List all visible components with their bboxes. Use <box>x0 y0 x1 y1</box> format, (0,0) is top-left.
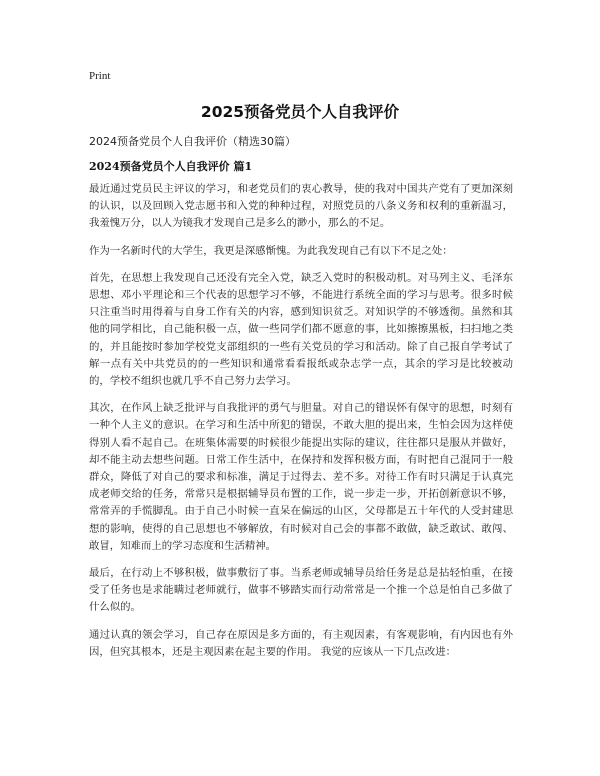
paragraph: 通过认真的领会学习，自己存在原因是多方面的，有主观因素，有客观影响，有内因也有外因，但究其根本，还是主观因素在起主要的作用。 我觉的应该从一下几点改进： <box>89 628 513 658</box>
section-heading: 2024预备党员个人自我评价 篇1 <box>89 160 253 173</box>
document-title: 2025预备党员个人自我评价 <box>200 103 400 121</box>
paragraph: 首先，在思想上我发现自己还没有完全入党，缺乏入党时的积极动机。对马列主义、毛泽东思想、邓小平理论和三个代表的思想学习不够，不能进行系统全面的学习与思考。很多时候只注重当时用得着与自身工作有关的内容，感到知识贫乏。对知识学的不够透彻。虽然和其他的同学相比，自己能积极一点，做一些同学们都不愿意的事，比如擦擦黑板，扫扫地之类的，并且能按时参加学校党支部组织的一些有关党员的学习和活动。除了自己报自学考试了解一点有关中共党员的的一些知识和通常看看报纸或杂志学一点，其余的学习是比较被动的，学校不组织也就几乎不自己努力去学习。 <box>89 271 513 388</box>
paragraph: 最近通过党员民主评议的学习，和老党员们的衷心教导，使的我对中国共产党有了更加深刻的认识，以及回顾入党志愿书和入党的种种过程，对照党员的八条义务和权利的重新温习，我羞愧万分，以人为镜我才发现自己是多么的渺小，那么的不足。 <box>89 183 513 230</box>
document-subtitle: 2024预备党员个人自我评价（精选30篇） <box>89 135 296 148</box>
document-body <box>89 181 513 671</box>
print-link[interactable]: Print <box>89 70 111 82</box>
paragraph: 作为一名新时代的大学生，我更是深感惭愧。为此我发现自己有以下不足之处： <box>89 244 453 257</box>
paragraph: 最后，在行动上不够积极，做事敷衍了事。当系老师或辅导员给任务是总是拈轻怕重，在接受了任务也是求能瞒过老师就行，做事不够踏实而行动常常是一个推一个总是怕自己多做了什么似的。 <box>89 567 513 614</box>
paragraph: 其次，在作风上缺乏批评与自我批评的勇气与胆量。对自己的错误怀有保守的思想，时刻有一种个人主义的意识。在学习和生活中所犯的错误，不敢大胆的提出来，生怕会因为这样使得别人看不起自己。在班集体需要的时候很少能提出实际的建议，往往都只是服从并做好，却不能主动去想些问题。日常工作生活中，在保持和发挥积极方面，有时把自己混同于一般群众，降低了对自己的要求和标准，满足于过得去、差不多。对待工作有时只满足于认真完成老师交给的任务，常常只是根据辅导员布置的工作，说一步走一步，开拓创新意识不够，常常弄的手慌脚乱。由于自己小时候一直呆在偏远的山区，父母都是五十年代的人受封建思想的影响，使得的自己思想也不够解放，有时候对自己会的事都不敢做，缺乏敢试、敢闯、敢冒，知难而上的学习态度和生活精神。 <box>89 402 513 552</box>
